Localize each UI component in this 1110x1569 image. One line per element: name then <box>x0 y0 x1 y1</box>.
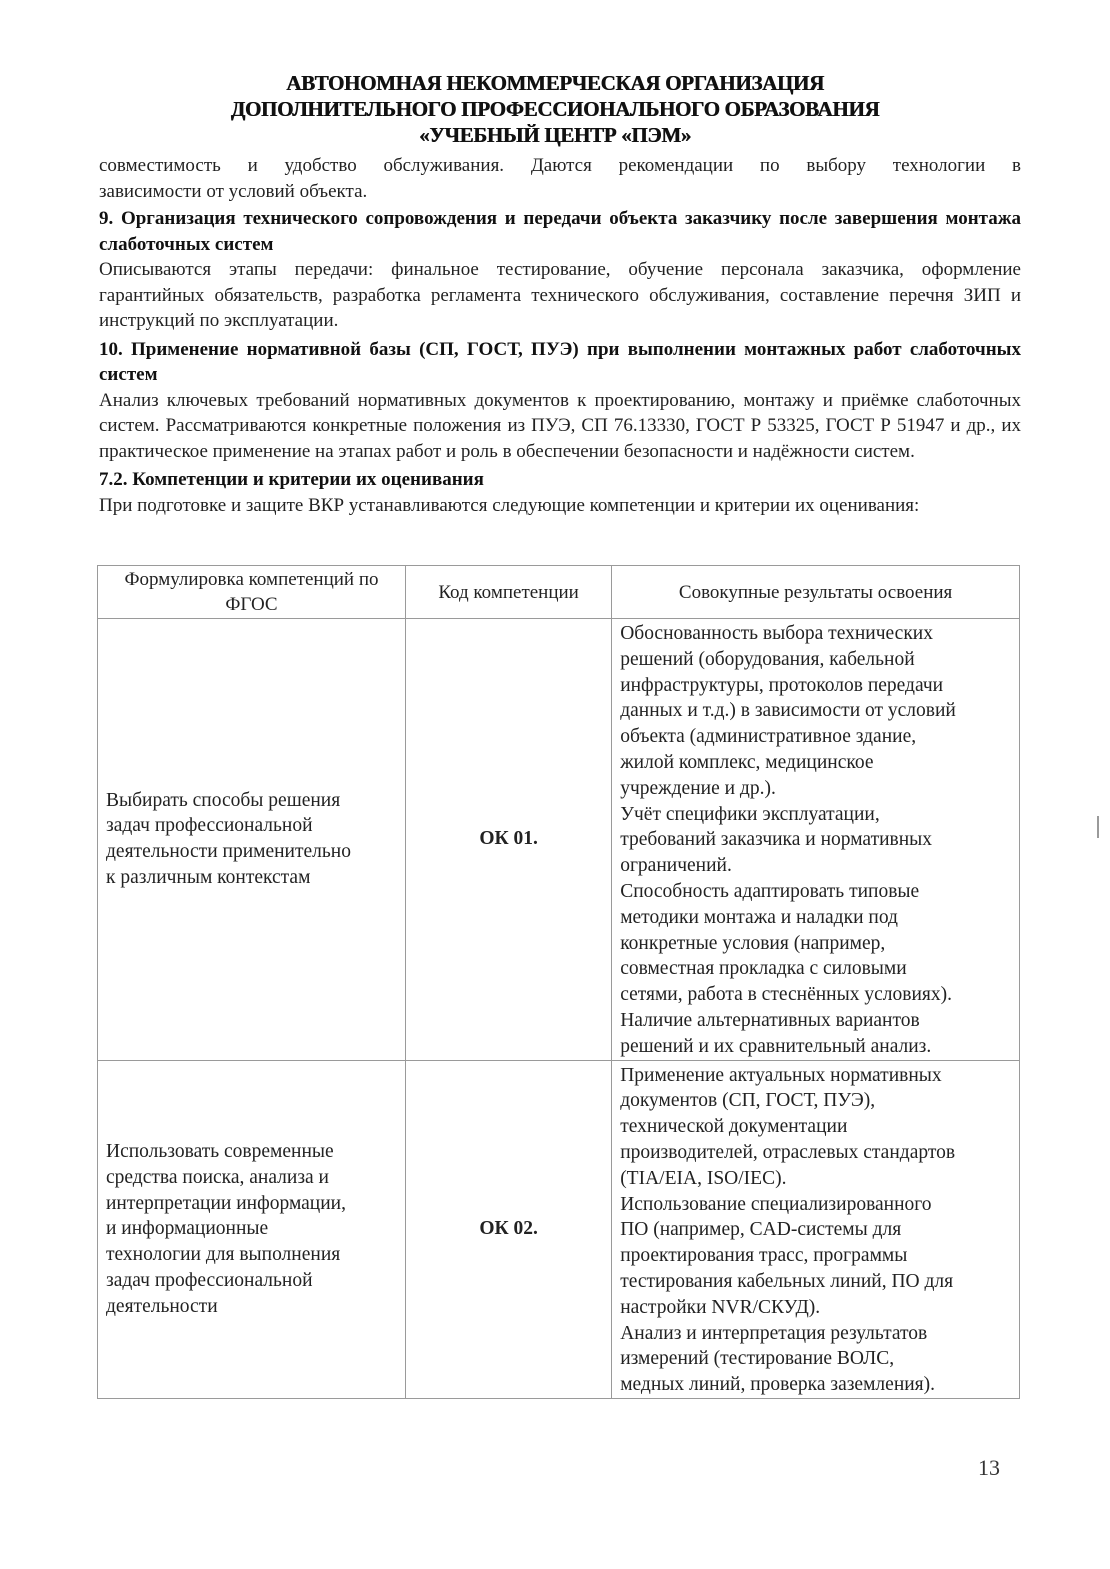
formulation-line: средства поиска, анализа и <box>106 1166 329 1188</box>
table-row <box>98 1060 1020 1398</box>
results-line: данных и т.д.) в зависимости от условий <box>620 700 956 722</box>
results-line: Учёт специфики эксплуатации, <box>620 803 880 825</box>
results-line: документов (СП, ГОСТ, ПУЭ), <box>620 1090 876 1112</box>
formulation-line: задач профессиональной <box>106 815 313 837</box>
competency-code: ОК 02. <box>406 1060 612 1398</box>
results-line: производителей, отраслевых стандартов <box>620 1141 956 1163</box>
formulation-line: Выбирать способы решения <box>106 789 341 811</box>
table-header-row <box>98 566 1020 619</box>
formulation-cell <box>98 1060 406 1398</box>
results-line: требований заказчика и нормативных <box>620 829 933 851</box>
results-line: Способность адаптировать типовые <box>620 880 920 902</box>
results-line: учреждение и др.). <box>620 777 776 799</box>
formulation-cell <box>98 619 406 1061</box>
results-line: медных линий, проверка заземления). <box>620 1374 936 1396</box>
results-line: проектирования трасс, программы <box>620 1245 908 1267</box>
section-7-2-text: При подготовке и защите ВКР устанавливаются следующие компетенции и критерии их оценивания: <box>99 494 920 516</box>
results-line: тестирования кабельных линий, ПО для <box>620 1270 954 1292</box>
intro-continuation-line-1: совместимость и удобство обслуживания. Даются рекомендации по выбору технологии в <box>99 155 1021 176</box>
org-header-line-2: ДОПОЛНИТЕЛЬНОГО ПРОФЕССИОНАЛЬНОГО ОБРАЗОВАНИЯ <box>230 97 880 121</box>
formulation-line: задач профессиональной <box>106 1269 313 1291</box>
formulation-line: Использовать современные <box>106 1140 334 1162</box>
results-line: решений и их сравнительный анализ. <box>620 1035 932 1057</box>
formulation-line: и информационные <box>106 1218 269 1240</box>
results-line: методики монтажа и наладки под <box>620 906 898 928</box>
formulation-line: технологии для выполнения <box>106 1244 341 1266</box>
results-line: ПО (например, CAD-системы для <box>620 1219 902 1241</box>
results-line: измерений (тестирование ВОЛС, <box>620 1348 895 1370</box>
results-cell <box>612 619 1020 1061</box>
section-9-text: Описываются этапы передачи: финальное тестирование, обучение персонала заказчика, оформление гарантийных обязательств, разработка регламента технического обслуживания, составление перечня ЗИП и инструкций по эксплуатации. <box>99 259 1021 331</box>
section-10-heading: 10. Применение нормативной базы (СП, ГОСТ, ПУЭ) при выполнении монтажных работ слаботочных систем <box>99 338 1021 385</box>
document-body <box>99 153 1021 518</box>
section-10-text: Анализ ключевых требований нормативных документов к проектированию, монтажу и приёмке слаботочных систем. Рассматриваются конкретные положения из ПУЭ, СП 76.13330, ГОСТ Р 53325, ГОСТ Р 51947 и др., их практическое применение на этапах работ и роль в обеспечении безопасности и надёжности систем. <box>99 389 1021 462</box>
scan-artifact-mark <box>1097 816 1099 838</box>
section-7-2-heading: 7.2. Компетенции и критерии их оценивания <box>99 469 484 490</box>
results-line: объекта (административное здание, <box>620 726 917 748</box>
results-line: решений (оборудования, кабельной <box>620 648 915 670</box>
results-line: совместная прокладка с силовыми <box>620 958 907 980</box>
header-code: Код компетенции <box>406 566 612 619</box>
results-line: (TIA/EIA, ISO/IEC). <box>620 1167 787 1189</box>
formulation-line: интерпретации информации, <box>106 1192 346 1214</box>
table-row <box>98 619 1020 1061</box>
section-9-heading: 9. Организация технического сопровождения и передачи объекта заказчику после завершения монтажа слаботочных систем <box>99 208 1021 255</box>
page-number: 13 <box>978 1455 1000 1480</box>
results-line: настройки NVR/СКУД). <box>620 1296 821 1318</box>
formulation-line: к различным контекстам <box>106 867 311 889</box>
competency-code: ОК 01. <box>406 619 612 1061</box>
results-line: ограничений. <box>620 855 732 877</box>
results-line: Обоснованность выбора технических <box>620 623 933 644</box>
results-cell <box>612 1060 1020 1398</box>
results-line: Применение актуальных нормативных <box>620 1064 942 1086</box>
results-line: Анализ и интерпретация результатов <box>620 1322 928 1344</box>
results-line: конкретные условия (например, <box>620 932 886 954</box>
results-line: сетями, работа в стеснённых условиях). <box>620 984 952 1006</box>
results-line: жилой комплекс, медицинское <box>620 751 874 773</box>
results-line: Наличие альтернативных вариантов <box>620 1009 920 1031</box>
formulation-line: деятельности применительно <box>106 841 351 863</box>
results-line: инфраструктуры, протоколов передачи <box>620 674 944 696</box>
results-line: технической документации <box>620 1116 848 1138</box>
org-header-line-3: «УЧЕБНЫЙ ЦЕНТР «ПЭМ» <box>419 123 691 147</box>
results-line: Использование специализированного <box>620 1193 932 1215</box>
org-header-line-1: АВТОНОМНАЯ НЕКОММЕРЧЕСКАЯ ОРГАНИЗАЦИЯ <box>286 71 824 95</box>
formulation-line: деятельности <box>106 1295 218 1317</box>
competencies-table <box>97 565 1020 1399</box>
header-formulation: Формулировка компетенций по ФГОС <box>98 566 406 619</box>
intro-continuation-line-2: зависимости от условий объекта. <box>99 180 368 202</box>
organization-header <box>0 70 1110 148</box>
header-results: Совокупные результаты освоения <box>612 566 1020 619</box>
